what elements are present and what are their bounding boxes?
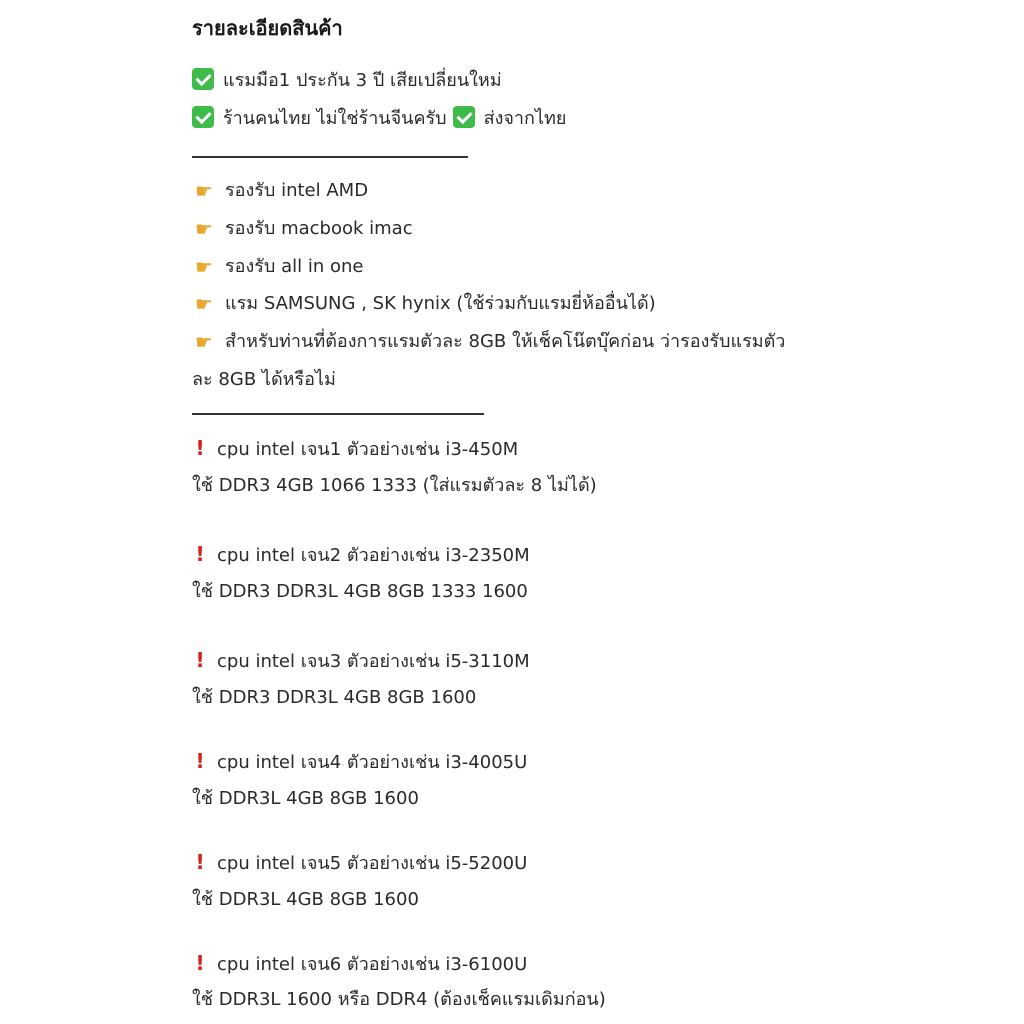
feature-item — [192, 291, 656, 317]
cpu-text: cpu intel เจน2 ตัวอย่างเช่น i3-2350M — [217, 545, 530, 566]
ram-line: ใช้ DDR3L 1600 หรือ DDR4 (ต้องเช็คแรมเดิมก่อน) — [192, 989, 606, 1010]
feature-item — [192, 329, 785, 355]
product-details — [192, 0, 1012, 1024]
pointing-hand-icon: ☛ — [195, 292, 213, 316]
pointing-hand-icon: ☛ — [195, 255, 213, 279]
cpu-text: cpu intel เจน4 ตัวอย่างเช่น i3-4005U — [217, 752, 528, 773]
pointing-hand-icon: ☛ — [195, 217, 213, 241]
warranty-text: แรมมือ1 ประกัน 3 ปี เสียเปลี่ยนใหม่ — [223, 70, 502, 91]
ram-line: ใช้ DDR3L 4GB 8GB 1600 — [192, 788, 419, 809]
cpu-line — [192, 748, 527, 776]
shop-line — [192, 106, 566, 132]
feature-continuation: ละ 8GB ได้หรือไม่ — [192, 369, 336, 390]
divider — [192, 413, 484, 415]
pointing-hand-icon: ☛ — [195, 179, 213, 203]
feature-text: รองรับ intel AMD — [225, 180, 369, 201]
ship-text: ส่งจากไทย — [483, 108, 567, 129]
feature-item — [192, 254, 363, 280]
exclamation-icon: ! — [195, 648, 205, 672]
divider — [192, 156, 468, 158]
exclamation-icon: ! — [195, 749, 205, 773]
ram-line: ใช้ DDR3 DDR3L 4GB 8GB 1600 — [192, 687, 477, 708]
cpu-line — [192, 541, 530, 569]
feature-text: รองรับ all in one — [225, 256, 364, 277]
feature-text: รองรับ macbook imac — [225, 218, 413, 239]
cpu-line — [192, 435, 518, 463]
cpu-line — [192, 950, 527, 978]
ram-line: ใช้ DDR3 DDR3L 4GB 8GB 1333 1600 — [192, 581, 528, 602]
check-mark-icon — [453, 106, 475, 128]
exclamation-icon: ! — [195, 951, 205, 975]
warranty-line — [192, 68, 502, 94]
ram-line: ใช้ DDR3 4GB 1066 1333 (ใส่แรมตัวละ 8 ไม่ได้) — [192, 475, 597, 496]
feature-text: สำหรับท่านที่ต้องการแรมตัวละ 8GB ให้เช็คโน๊ตบุ๊คก่อน ว่ารองรับแรมตัว — [225, 331, 786, 352]
ram-line: ใช้ DDR3L 4GB 8GB 1600 — [192, 889, 419, 910]
cpu-line — [192, 647, 530, 675]
cpu-text: cpu intel เจน3 ตัวอย่างเช่น i5-3110M — [217, 651, 530, 672]
exclamation-icon: ! — [195, 542, 205, 566]
feature-item — [192, 216, 413, 242]
pointing-hand-icon: ☛ — [195, 330, 213, 354]
check-mark-icon — [192, 106, 214, 128]
feature-item — [192, 178, 368, 204]
exclamation-icon: ! — [195, 436, 205, 460]
shop-text: ร้านคนไทย ไม่ใช่ร้านจีนครับ — [223, 108, 447, 129]
feature-text: แรม SAMSUNG , SK hynix (ใช้ร่วมกับแรมยี่ห้ออื่นได้) — [225, 293, 656, 314]
page-title: รายละเอียดสินค้า — [192, 16, 343, 40]
cpu-text: cpu intel เจน5 ตัวอย่างเช่น i5-5200U — [217, 853, 528, 874]
check-mark-icon — [192, 68, 214, 90]
exclamation-icon: ! — [195, 850, 205, 874]
cpu-line — [192, 849, 527, 877]
cpu-text: cpu intel เจน1 ตัวอย่างเช่น i3-450M — [217, 439, 519, 460]
cpu-text: cpu intel เจน6 ตัวอย่างเช่น i3-6100U — [217, 954, 528, 975]
